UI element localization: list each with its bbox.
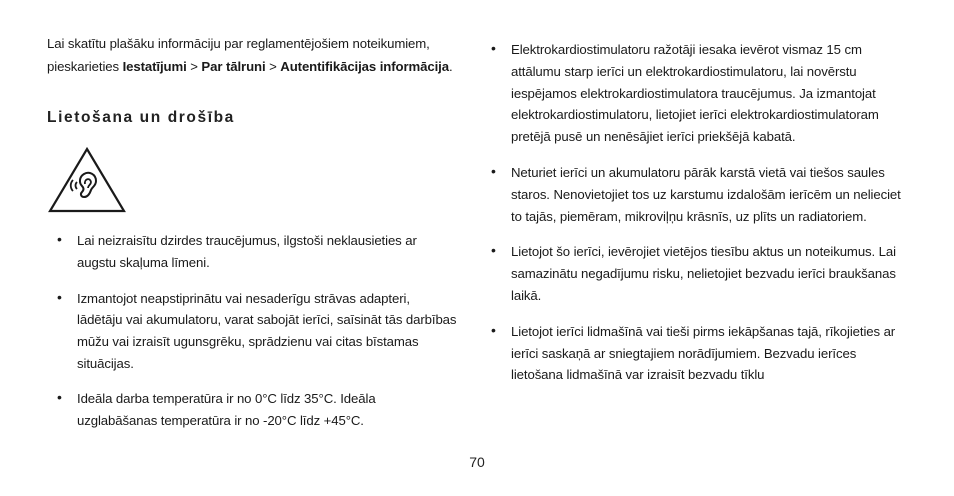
intro-text-before: Lai skatītu plašāku informāciju par reglamentējošiem noteikumiem, pieskarieties [47,36,430,74]
bullet-icon: • [491,321,496,338]
bullet-icon: • [57,388,62,405]
list-item [491,321,911,386]
hearing-warning-icon [47,146,127,214]
right-bullet-list [491,39,911,386]
list-item [47,388,457,432]
bullet-icon: • [491,162,496,179]
list-item [47,288,457,375]
left-bullet-list [47,230,457,431]
intro-auth-info: Autentifikācijas informācija [280,58,449,74]
list-item-text: Lietojot ierīci lidmašīnā vai tieši pirms iekāpšanas tajā, rīkojieties ar ierīci saskaņā ar sniegtajiem norādījumiem. Bezvadu ierīces lietošana lidmašīnā var izraisīt bezvadu tīklu [511,323,896,383]
bullet-icon: • [491,40,496,56]
bullet-icon: • [491,242,496,259]
bullet-icon: • [57,231,62,247]
list-item [491,241,911,306]
list-item-text: Ideāla darba temperatūra ir no 0°C līdz 35°C. Ideāla uzglabāšanas temperatūra ir no -20°C līdz +45°C. [77,390,376,428]
list-item [47,230,457,274]
bullet-icon: • [57,288,62,305]
intro-settings-link: Iestatījumi [122,58,187,74]
list-item-text: Izmantojot neapstiprinātu vai nesaderīgu strāvas adapteri, lādētāju vai akumulatoru, varat sabojāt ierīci, saīsināt tās darbības mūžu vai izraisīt ugunsgrēku, sprādzienu vai citas bīstamas situācijas. [77,290,457,371]
list-item-text: Elektrokardiostimulatoru ražotāji iesaka ievērot vismaz 15 cm attālumu starp ierīci un elektrokardiostimulatoru, lai novērstu iespējamos elektrokardiostimulatora traucējumus. Ja izmantojat elektrokardiostimulatoru, lietojiet ierīci elektrokardiostimulatoram pretējā pusē un nenēsājiet ierīci priekšējā kabatā. [511,42,879,145]
list-item [491,39,911,148]
list-item [491,162,911,227]
intro-separator-2: > [265,58,281,74]
intro-separator-1: > [186,58,202,74]
section-heading: Lietošana un drošība [47,109,235,126]
list-item-text: Neturiet ierīci un akumulatoru pārāk karstā vietā vai tiešos saules staros. Nenovietojiet tos uz karstumu izdalošām ierīcēm un nelieciet to tajās, piemēram, mikroviļņu krāsnīs, uz plīts un radiatoriem. [511,164,901,224]
list-item-text: Lietojot šo ierīci, ievērojiet vietējos tiesību aktus un noteikumus. Lai samazinātu negadījumu risku, nelietojiet bezvadu ierīci braukšanas laikā. [511,244,896,303]
intro-text-after: . [448,58,453,74]
page-number: 70 [469,454,485,470]
intro-about-phone: Par tālruni [201,58,266,74]
list-item-text: Lai neizraisītu dzirdes traucējumus, ilgstoši neklausieties ar augstu skaļuma līmeni. [77,233,417,270]
intro-paragraph [47,33,457,78]
